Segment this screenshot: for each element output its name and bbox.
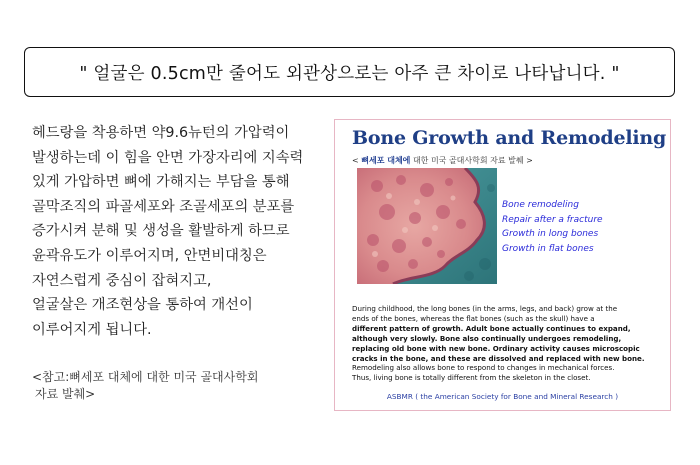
- body-line: 발생하는데 이 힘을 안면 가장자리에 지속력: [32, 149, 304, 166]
- bone-tissue-micrograph: [357, 168, 497, 284]
- paragraph-line: cracks in the bone, and these are dissolved and replaced with new bone.: [352, 353, 645, 363]
- body-line: 증가시켜 분해 및 생성을 활발하게 하므로: [32, 223, 290, 240]
- topic-item: Growth in flat bones: [502, 243, 594, 254]
- paragraph-line: Remodeling also allows bone to respond to changes in mechanical forces.: [352, 363, 615, 373]
- article-title: Bone Growth and Remodeling: [352, 127, 667, 149]
- body-line: 있게 가압하면 뼈에 가해지는 부담을 통해: [32, 174, 290, 191]
- reference-note: [32, 369, 322, 403]
- paragraph-line: ends of the bones, whereas the flat bones (such as the skull) have a: [352, 313, 595, 323]
- body-line: 헤드랑을 착용하면 약9.6뉴턴의 가압력이: [32, 125, 290, 141]
- paragraph-line: different pattern of growth. Adult bone actually continues to expand,: [352, 323, 631, 333]
- topic-item: Growth in long bones: [502, 229, 599, 239]
- article-subtitle: < 뼈세포 대체에 대한 미국 골대사학회 자료 발췌 >: [352, 156, 533, 165]
- topic-item: Repair after a fracture: [502, 214, 603, 225]
- paragraph-line: Thus, living bone is totally different from the skeleton in the closet.: [352, 373, 591, 383]
- paragraph-line: although very slowly. Bone also continually undergoes remodeling,: [352, 333, 622, 343]
- paragraph-line: During childhood, the long bones (in the arms, legs, and back) grow at the: [352, 304, 618, 313]
- topic-list: [502, 198, 603, 256]
- body-line: 골막조직의 파골세포와 조골세포의 분포를: [32, 198, 295, 215]
- quote-banner: [24, 47, 675, 97]
- subtitle-highlight: 뼈세포 대체에: [361, 156, 411, 165]
- body-line: 윤곽유도가 이루어지며, 안면비대칭은: [32, 247, 267, 264]
- bone-article-image: [334, 119, 671, 411]
- note-line: <참고:뼈세포 대체에 대한 미국 골대사학회: [32, 370, 259, 384]
- article-source: ASBMR ( the American Society for Bone and Mineral Research ): [386, 392, 619, 401]
- description-text: [32, 121, 322, 342]
- body-line: 자연스럽게 중심이 잡혀지고,: [32, 272, 212, 289]
- body-line: 얼굴살은 개조현상을 통하여 개선이: [32, 297, 253, 314]
- quote-text: " 얼굴은 0.5cm만 줄어도 외관상으로는 아주 큰 차이로 나타납니다. ": [79, 63, 620, 84]
- article-paragraph: [352, 304, 664, 383]
- paragraph-line: replacing old bone with new bone. Ordinary activity causes microscopic: [352, 343, 640, 353]
- note-line: 자료 발췌>: [35, 387, 96, 401]
- body-line: 이루어지게 됩니다.: [32, 321, 152, 338]
- topic-item: Bone remodeling: [502, 200, 579, 210]
